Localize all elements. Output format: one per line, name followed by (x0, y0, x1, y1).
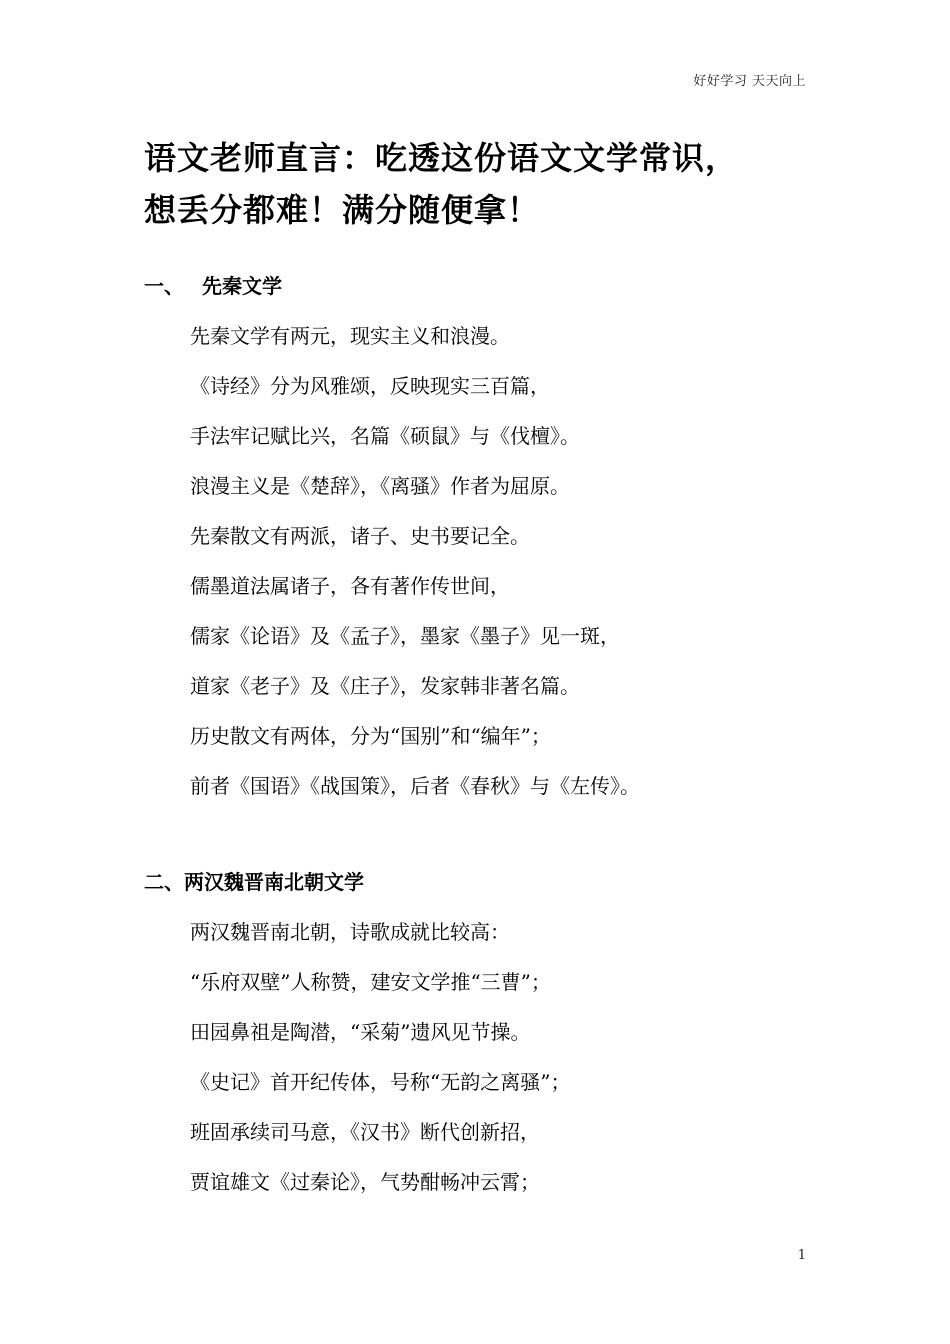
verse-line: 儒家《论语》及《孟子》，墨家《墨子》见一斑， (190, 624, 620, 648)
header-note: 好好学习 天天向上 (693, 74, 806, 89)
verse-list-pre-qin (190, 322, 830, 822)
verse-line: 手法牢记赋比兴，名篇《硕鼠》与《伐檀》。 (190, 424, 580, 448)
section-number: 一、 (144, 274, 184, 298)
verse-line: 历史散文有两体，分为“国别”和“编年”； (190, 724, 551, 748)
title-line-2: 想丢分都难！满分随便拿！ (144, 191, 541, 229)
page-title (144, 132, 824, 236)
section-number: 二、 (144, 870, 184, 894)
verse-line: 先秦散文有两派，诸子、史书要记全。 (190, 524, 530, 548)
verse-line: 《史记》首开纪传体，号称“无韵之离骚”； (190, 1070, 571, 1094)
section-heading-han-wei-jin (144, 868, 364, 896)
title-line-1: 语文老师直言：吃透这份语文文学常识， (144, 139, 739, 177)
section-title: 两汉魏晋南北朝文学 (184, 870, 364, 894)
verse-line: “乐府双壁”人称赞，建安文学推“三曹”； (190, 970, 551, 994)
verse-line: 田园鼻祖是陶潜，“采菊”遗风见节操。 (190, 1020, 531, 1044)
verse-line: 儒墨道法属诸子，各有著作传世间， (190, 574, 510, 598)
verse-line: 前者《国语》《战国策》，后者《春秋》与《左传》。 (190, 774, 640, 798)
verse-line: 浪漫主义是《楚辞》，《离骚》作者为屈原。 (190, 474, 570, 498)
verse-line: 《诗经》分为风雅颂，反映现实三百篇， (190, 374, 550, 398)
verse-line: 两汉魏晋南北朝，诗歌成就比较高： (190, 920, 510, 944)
verse-line: 班固承续司马意，《汉书》断代创新招， (190, 1120, 540, 1144)
section-title: 先秦文学 (202, 274, 282, 298)
verse-list-han-wei-jin (190, 918, 830, 1218)
verse-line: 贾谊雄文《过秦论》，气势酣畅冲云霄； (190, 1170, 540, 1194)
verse-line: 先秦文学有两元，现实主义和浪漫。 (190, 324, 510, 348)
verse-line: 道家《老子》及《庄子》，发家韩非著名篇。 (190, 674, 580, 698)
section-heading-pre-qin (144, 272, 282, 300)
page-number: 1 (797, 1248, 806, 1263)
